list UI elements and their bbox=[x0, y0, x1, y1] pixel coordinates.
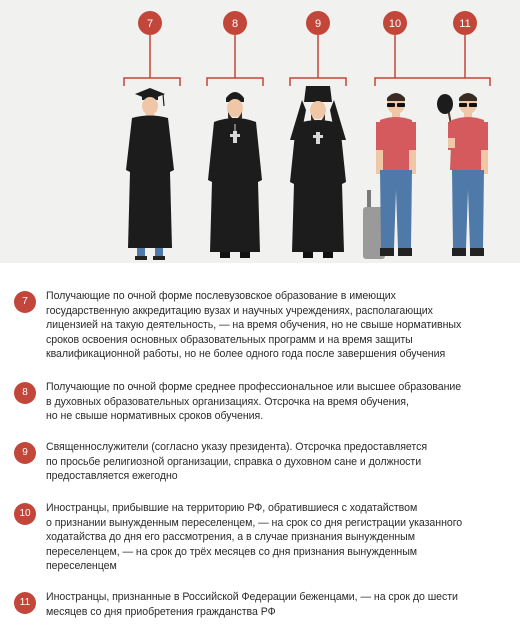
bracket-9 bbox=[290, 78, 346, 86]
section-divider bbox=[0, 263, 520, 273]
bracket-8 bbox=[207, 78, 263, 86]
figure-number-7 bbox=[138, 11, 162, 35]
monk-figure-icon bbox=[290, 86, 346, 258]
figure-number-10 bbox=[383, 11, 407, 35]
item-number-badge: 7 bbox=[14, 291, 36, 313]
item-number-badge: 8 bbox=[14, 382, 36, 404]
item-text: Получающие по очной форме послевузовское образование в имеющих государственную аккредитацию вузах и научных учреждениях, располагающих лицензией на такую деятельность, — на время обучения, но не свыше нормативных сроков освоения основных образовательных программ и на время защиты квалификационной работы, но не более одного года после завершения обучения bbox=[46, 290, 462, 361]
item-text: Иностранцы, признанные в Российской Федерации беженцами, — на срок до шести месяцев со дня приобретения гражданства РФ bbox=[46, 591, 458, 618]
item-text: Иностранцы, прибывшие на территорию РФ, обратившиеся с ходатайством о признании вынужденным переселенцем, — на срок со дня регистрации указанного ходатайства до дня его рассмотрения, а в случае признания вынужденным переселенцем, — на срок до трёх месяцев со дня признания вынужденным переселенцем bbox=[46, 502, 463, 573]
figure-number-9 bbox=[306, 11, 330, 35]
traveler-with-bindle-icon bbox=[437, 93, 488, 256]
svg-text:11: 11 bbox=[459, 18, 471, 30]
bracket-7 bbox=[124, 78, 180, 86]
svg-text:10: 10 bbox=[388, 18, 402, 30]
traveler-with-suitcase-icon bbox=[363, 93, 416, 259]
illustration-panel bbox=[0, 0, 520, 263]
svg-text:7: 7 bbox=[146, 18, 154, 30]
item-text: Священнослужители (согласно указу президента). Отсрочка предоставляется по просьбе религиозной организации, справка о духовном сане и должности предоставляется ежегодно bbox=[46, 441, 428, 483]
svg-text:8: 8 bbox=[231, 18, 239, 30]
figure-number-8 bbox=[223, 11, 247, 35]
item-number-badge: 10 bbox=[14, 503, 36, 525]
figure-number-11 bbox=[453, 11, 477, 35]
graduate-figure-icon bbox=[126, 88, 174, 260]
item-text: Получающие по очной форме среднее профессиональное или высшее образование в духовных образовательных организациях. Отсрочка на время обучения, но не свыше нормативных сроков обучения. bbox=[46, 381, 462, 423]
figures-illustration bbox=[0, 0, 520, 263]
priest-figure-icon bbox=[208, 92, 262, 258]
item-number-badge: 11 bbox=[14, 592, 36, 614]
bracket-10-11 bbox=[375, 78, 490, 86]
item-number-badge: 9 bbox=[14, 442, 36, 464]
svg-text:9: 9 bbox=[314, 18, 322, 30]
